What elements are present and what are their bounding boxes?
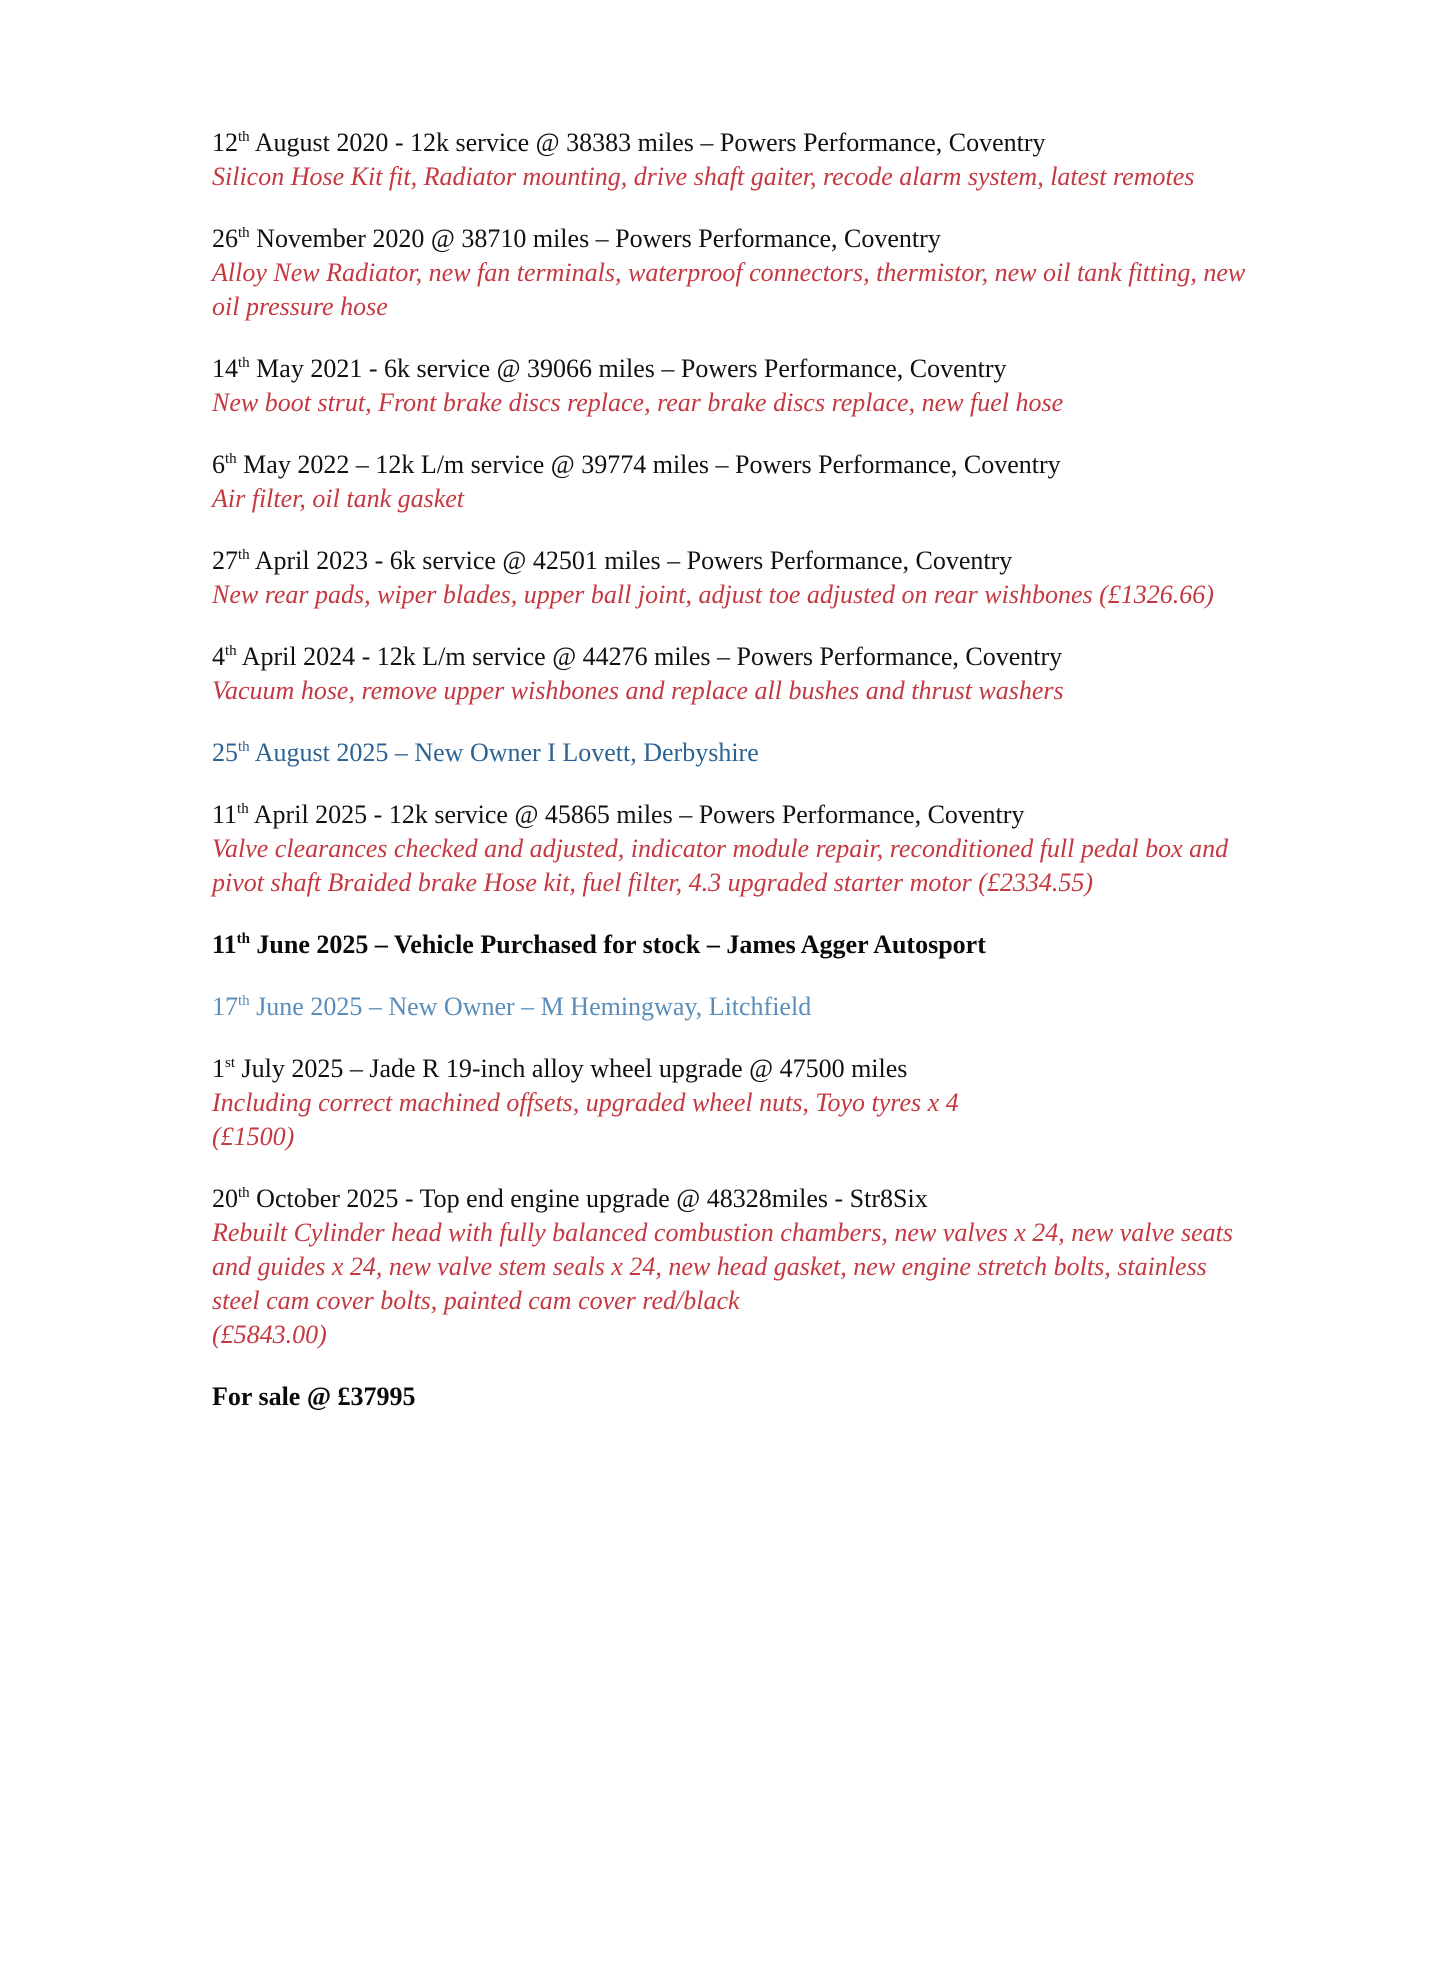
entry-description: Silicon Hose Kit fit, Radiator mounting, drive shaft gaiter, recode alarm system, latest remotes (212, 162, 1195, 191)
entry-day-suffix: th (237, 801, 249, 817)
entry-description: Including correct machined offsets, upgraded wheel nuts, Toyo tyres x 4 (212, 1088, 959, 1117)
entry-description: New boot strut, Front brake discs replace, rear brake discs replace, new fuel hose (212, 388, 1064, 417)
entry-day-suffix: th (238, 993, 250, 1009)
entry-day-suffix: th (238, 1185, 250, 1201)
entry-day: 4 (212, 642, 225, 671)
entry-price: (£5843.00) (212, 1320, 327, 1349)
entry-heading-text: August 2020 - 12k service @ 38383 miles – Powers Performance, Coventry (249, 128, 1046, 157)
entry-day-suffix: th (238, 355, 250, 371)
sale-entry (212, 1380, 1252, 1414)
service-entry (212, 798, 1252, 900)
entry-heading-text: July 2025 – Jade R 19-inch alloy wheel upgrade @ 47500 miles (235, 1054, 908, 1083)
entry-day-suffix: st (225, 1055, 236, 1071)
entry-heading-text: May 2022 – 12k L/m service @ 39774 miles – Powers Performance, Coventry (236, 450, 1061, 479)
entry-day: 14 (212, 354, 238, 383)
owner-change-entry (212, 990, 1252, 1024)
purchase-heading-text: June 2025 – Vehicle Purchased for stock – James Agger Autosport (249, 930, 986, 959)
service-entry (212, 352, 1252, 420)
owner-change-entry (212, 736, 1252, 770)
upgrade-entry (212, 1182, 1252, 1352)
entry-day-suffix: th (238, 739, 250, 755)
entry-heading (212, 352, 1252, 386)
service-entry (212, 640, 1252, 708)
entry-description: Vacuum hose, remove upper wishbones and replace all bushes and thrust washers (212, 676, 1064, 705)
owner-heading (212, 990, 1252, 1024)
entry-heading (212, 1182, 1252, 1216)
sale-price: For sale @ £37995 (212, 1382, 416, 1411)
entry-heading-text: April 2023 - 6k service @ 42501 miles – Powers Performance, Coventry (249, 546, 1013, 575)
owner-heading-text: August 2025 – New Owner I Lovett, Derbyshire (249, 738, 759, 767)
entry-heading-text: November 2020 @ 38710 miles – Powers Performance, Coventry (249, 224, 941, 253)
service-entry (212, 448, 1252, 516)
entry-description: Air filter, oil tank gasket (212, 484, 465, 513)
entry-day: 27 (212, 546, 238, 575)
entry-day: 17 (212, 992, 238, 1021)
entry-heading (212, 798, 1252, 832)
entry-day: 25 (212, 738, 238, 767)
entry-day-suffix: th (236, 931, 250, 947)
entry-heading (212, 544, 1252, 578)
service-entry (212, 544, 1252, 612)
entry-day-suffix: th (238, 129, 250, 145)
entry-heading (212, 126, 1252, 160)
entry-day-suffix: th (238, 225, 250, 241)
owner-heading-text: June 2025 – New Owner – M Hemingway, Litchfield (249, 992, 812, 1021)
entry-day: 11 (212, 930, 237, 959)
entry-day: 12 (212, 128, 238, 157)
entry-day: 26 (212, 224, 238, 253)
entry-day-suffix: th (238, 547, 250, 563)
purchase-heading (212, 928, 1252, 962)
entry-heading (212, 1052, 1252, 1086)
entry-heading-text: May 2021 - 6k service @ 39066 miles – Powers Performance, Coventry (249, 354, 1007, 383)
owner-heading (212, 736, 1252, 770)
entry-day-suffix: th (225, 451, 237, 467)
entry-day: 11 (212, 800, 238, 829)
entry-heading-text: April 2025 - 12k service @ 45865 miles – Powers Performance, Coventry (248, 800, 1025, 829)
entry-day: 20 (212, 1184, 238, 1213)
purchase-entry (212, 928, 1252, 962)
entry-day: 6 (212, 450, 225, 479)
entry-heading (212, 222, 1252, 256)
entry-description: Alloy New Radiator, new fan terminals, waterproof connectors, thermistor, new oil tank fitting, new oil pressure hose (212, 258, 1246, 321)
entry-heading (212, 448, 1252, 482)
entry-heading (212, 640, 1252, 674)
entry-day-suffix: th (225, 643, 237, 659)
entry-description: Valve clearances checked and adjusted, indicator module repair, reconditioned full pedal box and pivot shaft Braided brake Hose kit, fuel filter, 4.3 upgraded starter motor (£2334.55) (212, 834, 1229, 897)
entry-price: (£1500) (212, 1122, 295, 1151)
entry-description: New rear pads, wiper blades, upper ball joint, adjust toe adjusted on rear wishbones (£1326.66) (212, 580, 1214, 609)
service-history-list (212, 126, 1252, 1442)
service-entry (212, 126, 1252, 194)
entry-description: Rebuilt Cylinder head with fully balanced combustion chambers, new valves x 24, new valve seats and guides x 24, new valve stem seals x 24, new head gasket, new engine stretch bolts, stainless steel cam cover bolts, painted cam cover red/black (212, 1218, 1234, 1315)
upgrade-entry (212, 1052, 1252, 1154)
service-entry (212, 222, 1252, 324)
entry-heading-text: April 2024 - 12k L/m service @ 44276 miles – Powers Performance, Coventry (236, 642, 1063, 671)
entry-heading-text: October 2025 - Top end engine upgrade @ 48328miles - Str8Six (249, 1184, 928, 1213)
entry-day: 1 (212, 1054, 225, 1083)
